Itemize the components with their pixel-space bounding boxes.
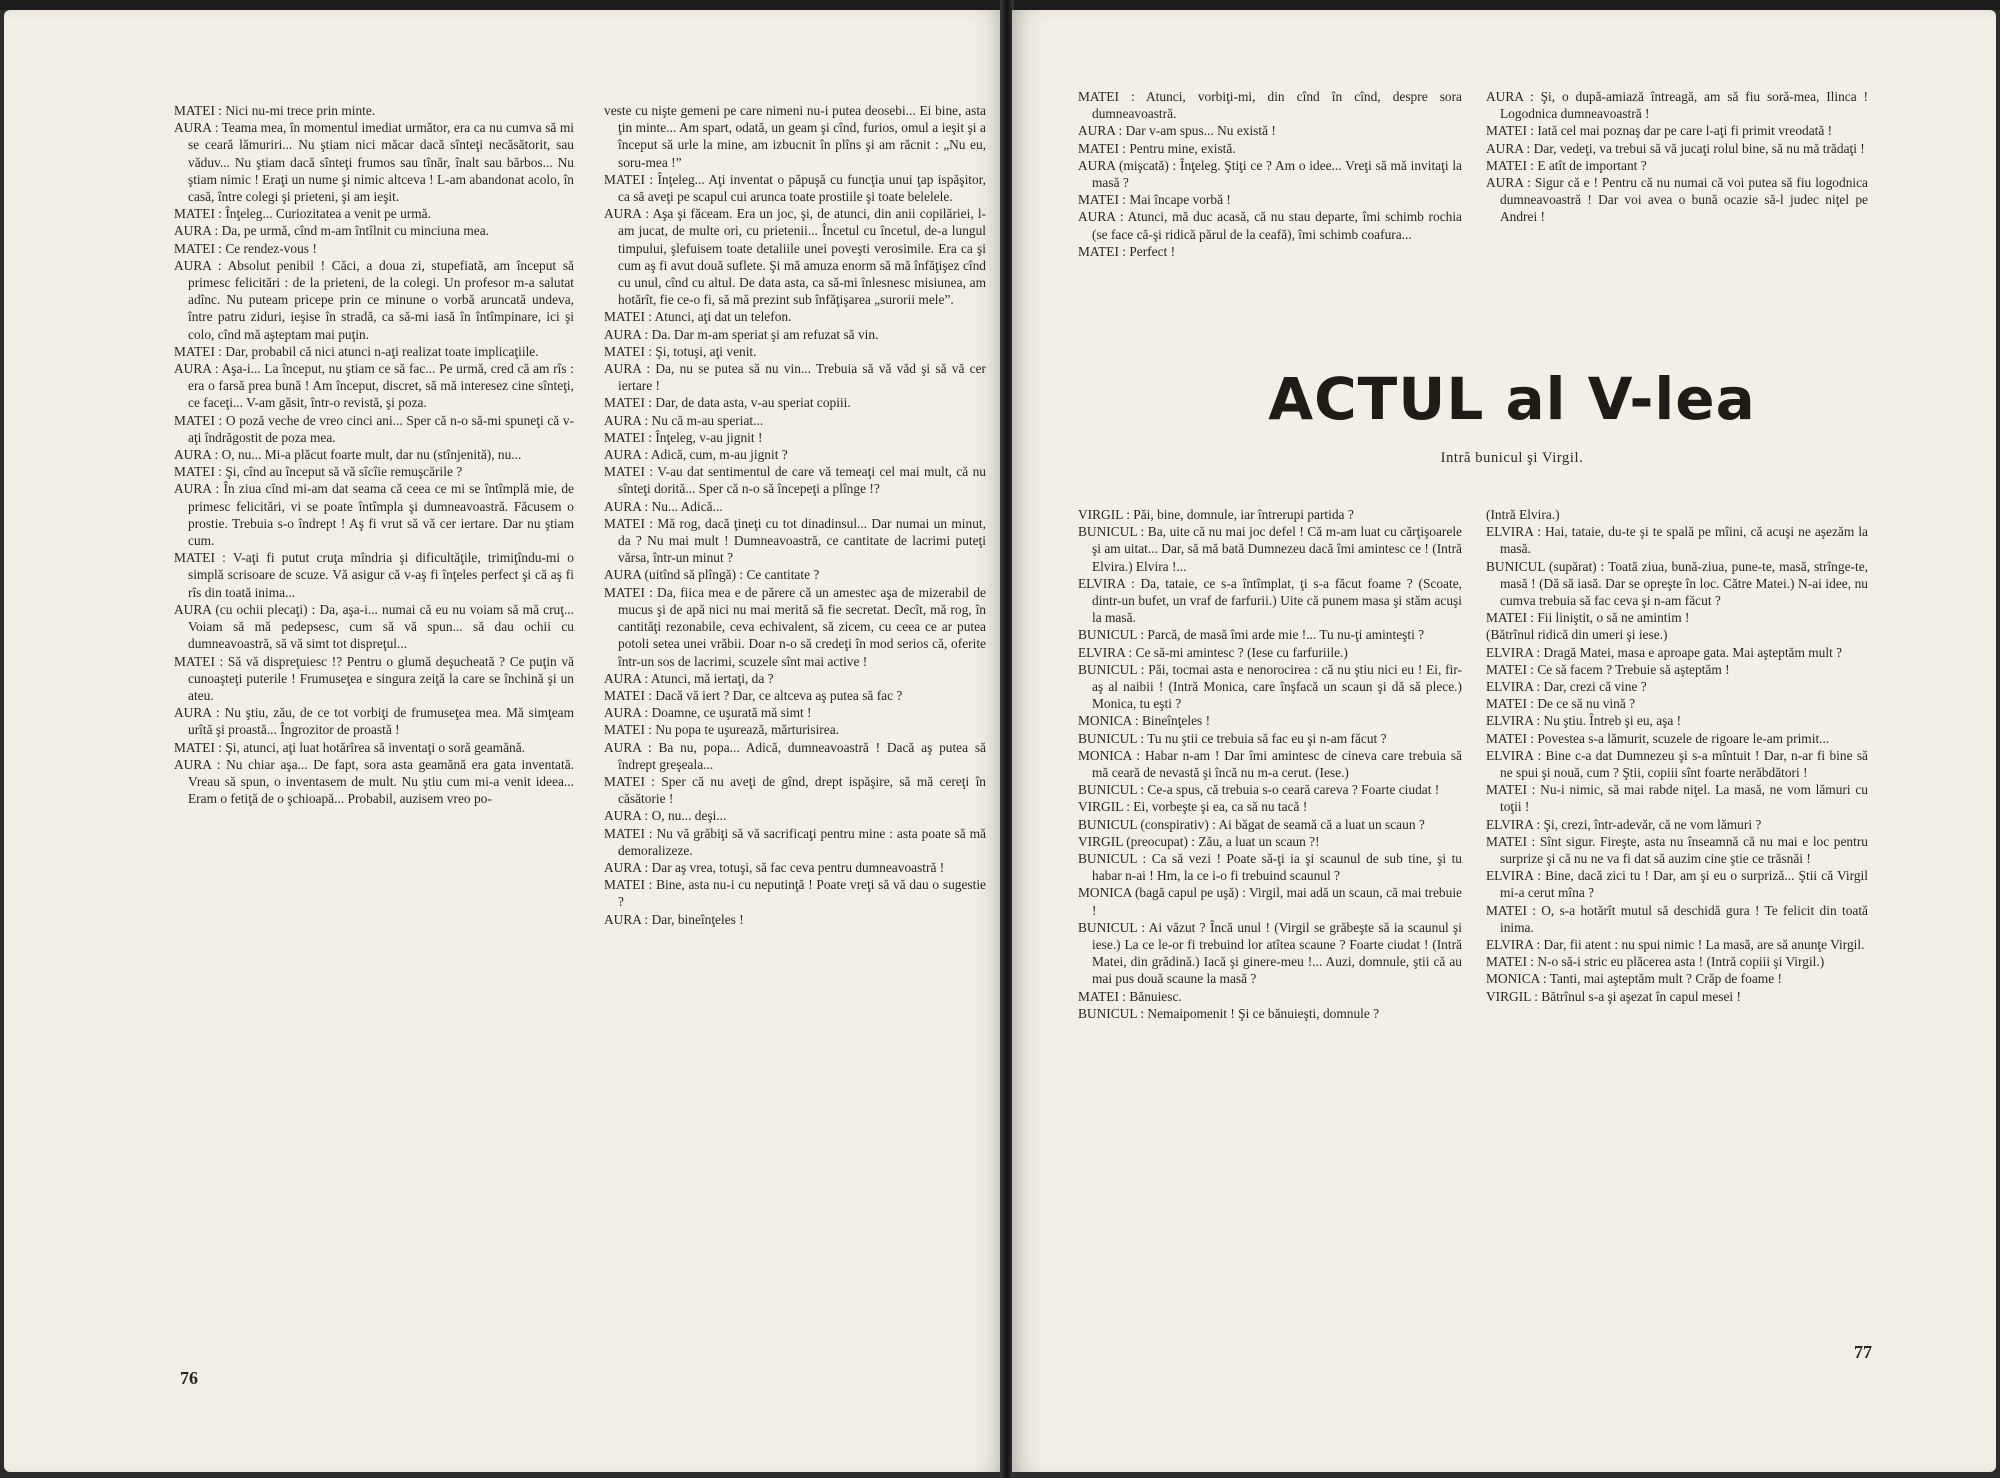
dialogue-line: MATEI : Iată cel mai poznaş dar pe care l-aţi fi primit vreodată ! xyxy=(1486,123,1833,139)
dialogue-line: MATEI : Să vă dispreţuiesc !? Pentru o glumă deşucheată ? Ce puţin vă cunoaşteţi puterile ! Frumuseţea e singura zeiţă la care se închină şi un ateu. xyxy=(174,653,574,703)
dialogue-line: AURA : Nu ştiu, zău, de ce tot vorbiţi de frumuseţea mea. Mă simţeam urîtă şi proastă... Îngrozitor de proastă ! xyxy=(174,705,574,738)
dialogue-line: MATEI : Dar, probabil că nici atunci n-aţi realizat toate implicaţiile. xyxy=(174,343,539,359)
dialogue-line: ELVIRA : Şi, crezi, într-adevăr, că ne vom lămuri ? xyxy=(1486,816,1762,832)
dialogue-line: ELVIRA : Ce să-mi amintesc ? (Iese cu farfuriile.) xyxy=(1078,644,1348,660)
dialogue-line: MATEI : Înţeleg, v-au jignit ! xyxy=(604,429,763,445)
dialogue-line: BUNICUL : Ca să vezi ! Poate să-ţi ia şi scaunul de sub tine, şi tu habar n-ai ! Hm, la ce i-o fi trebuind scaunul ? xyxy=(1078,851,1462,884)
dialogue-line: MATEI : Povestea s-a lămurit, scuzele de rigoare le-am primit... xyxy=(1486,730,1830,746)
dialogue-line: VIRGIL : Bătrînul s-a şi aşezat în capul mesei ! xyxy=(1486,988,1741,1004)
dialogue-line: MATEI : Nu vă grăbiţi să vă sacrificaţi pentru mine : asta poate să mă demoralizeze. xyxy=(604,825,986,858)
dialogue-line: MATEI : Atunci, vorbiţi-mi, din cînd în cînd, despre sora dumneavoastră. xyxy=(1078,89,1462,122)
dialogue-line: AURA : Atunci, mă iertaţi, da ? xyxy=(604,670,774,686)
dialogue-line: MATEI : Bănuiesc. xyxy=(1078,988,1182,1004)
dialogue-line: ELVIRA : Nu ştiu. Întreb şi eu, aşa ! xyxy=(1486,713,1682,729)
dialogue-line: AURA : Adică, cum, m-au jignit ? xyxy=(604,447,788,463)
dialogue-line: MATEI : Ce să facem ? Trebuie să aşteptăm ! xyxy=(1486,661,1730,677)
dialogue-line: BUNICUL : Ce-a spus, că trebuia s-o ceară careva ? Foarte ciudat ! xyxy=(1078,782,1440,798)
dialogue-line: MATEI : Înţeleg... Curiozitatea a venit pe urmă. xyxy=(174,206,431,222)
dialogue-line: AURA : Da, pe urmă, cînd m-am întîlnit cu minciuna mea. xyxy=(174,223,489,239)
dialogue-line: AURA : Dar, vedeţi, va trebui să vă jucaţi rolul bine, să nu mă trădaţi ! xyxy=(1486,140,1865,156)
dialogue-line: BUNICUL (conspirativ) : Ai băgat de seamă că a luat un scaun ? xyxy=(1078,816,1425,832)
dialogue-line: MATEI : Înţeleg... Aţi inventat o păpuşă cu funcţia unui ţap ispăşitor, ca să aveţi pe scapul cui arunca toate prostiile şi toate belelele. xyxy=(604,171,986,205)
dialogue-line: MONICA : Tanti, mai aşteptăm mult ? Crăp de foame ! xyxy=(1486,971,1782,987)
dialogue-line: AURA : Aşa şi făceam. Era un joc, şi, de atunci, din anii copilăriei, l-am jucat, de multe ori, cu prietenii... Încetul cu încetul, de-a lungul timpului, şlefuisem toate detaliile unei poveşti verosimile. Era ca şi cum aş fi avut două suflete. Şi mă amuza enorm să mă înfăţişez cînd cu unul, cînd cu altul. De data asta, ca să-mi înlesnesc misiunea, am hotărît, fie ce-o fi, să mă prezint sub înfăţişarea „surorii mele”. xyxy=(604,206,986,308)
dialogue-line: AURA : Sigur că e ! Pentru că nu numai că voi putea să fiu logodnica dumneavoastră ! Dar voi avea o bună ocazie să-l judec niţel pe Andrei ! xyxy=(1486,175,1868,225)
dialogue-line: AURA : Atunci, mă duc acasă, că nu stau departe, îmi schimb rochia (se face că-şi ridică părul de la ceafă), îmi schimb coafura... xyxy=(1078,209,1462,242)
dialogue-line: MATEI : Şi, atunci, aţi luat hotărîrea să inventaţi o soră geamănă. xyxy=(174,739,526,755)
dialogue-line: MATEI : V-aţi fi putut cruţa mîndria şi dificultăţile, trimiţîndu-mi o simplă scrisoare de scuze. Vă asigur că v-aş fi înţeles perfect şi că aş fi rîs din toată inima... xyxy=(174,550,574,600)
dialogue-line: ELVIRA : Hai, tataie, du-te şi te spală pe mîini, că acuşi ne aşezăm la masă. xyxy=(1486,524,1868,557)
left-page xyxy=(4,10,1004,1472)
dialogue-line: AURA : Nu că m-au speriat... xyxy=(604,412,764,428)
act-stage-direction: Intră bunicul şi Virgil. xyxy=(1440,450,1584,466)
dialogue-line: MONICA : Bineînţeles ! xyxy=(1078,713,1211,729)
dialogue-line: AURA : Doamne, ce uşurată mă simt ! xyxy=(604,705,812,721)
right-top-column-1 xyxy=(1078,88,1462,260)
dialogue-line: MATEI : V-au dat sentimentul de care vă temeaţi cel mai mult, că nu sînteţi dorită... Sper că n-o să începeţi a plînge !? xyxy=(604,464,986,497)
dialogue-line: AURA : Ba nu, popa... Adică, dumneavoastră ! Dacă aş putea să îndrept greşeala... xyxy=(604,739,986,772)
dialogue-line: MATEI : Atunci, aţi dat un telefon. xyxy=(604,309,792,325)
dialogue-line: AURA (cu ochii plecaţi) : Da, aşa-i... numai că eu nu voiam să mă cruţ... Voiam să mă pedepsesc, cum să vă spun... să dau ochii cu dumneavoastră, să vă simt tot dispreţul... xyxy=(174,601,574,652)
dialogue-line: MATEI : Bine, asta nu-i cu neputinţă ! Poate vreţi să vă dau o sugestie ? xyxy=(604,877,986,910)
dialogue-line: MATEI : E atît de important ? xyxy=(1486,157,1647,173)
dialogue-line: MATEI : Fii liniştit, o să ne amintim ! xyxy=(1486,610,1690,626)
dialogue-line: ELVIRA : Dar, fii atent : nu spui nimic ! La masă, are să anunţe Virgil. xyxy=(1486,937,1865,953)
dialogue-line: BUNICUL : Ai văzut ? Încă unul ! (Virgil se grăbeşte să ia scaunul şi iese.) La ce le-or fi trebuind lor atîtea scaune ? Foarte ciudat ! (Intră Matei, din grădină.) Iacă şi ginere-meu !... Auzi, domnule, ştii că au mai pus două scaune la masă ? xyxy=(1078,919,1462,987)
dialogue-line: MATEI : Şi, cînd au început să vă sîcîie remuşcările ? xyxy=(174,464,463,480)
dialogue-line: AURA : Da, nu se putea să nu vin... Trebuia să vă văd şi să vă cer iertare ! xyxy=(604,361,986,394)
dialogue-line: AURA (mişcată) : Înţeleg. Ştiţi ce ? Am o idee... Vreţi să mă invitaţi la masă ? xyxy=(1078,157,1462,191)
dialogue-line: AURA : O, nu... deşi... xyxy=(604,808,727,824)
dialogue-line: MONICA (bagă capul pe uşă) : Virgil, mai adă un scaun, că mai trebuie ! xyxy=(1078,885,1462,918)
dialogue-line: MATEI : Şi, totuşi, aţi venit. xyxy=(604,343,757,359)
dialogue-line: AURA : Teama mea, în momentul imediat următor, era ca nu cumva să mi se ceară lămuriri... Nu ştiam nici măcar dacă sînteţi necăsătorit, sau văduv... Nu ştiam dacă sînteţi frumos sau tînăr, înalt sau bărbos... Nu ştiam nimic ! Eraţi un nume şi nimic altceva ! L-am abandonat acolo, în casă, între colegi şi prieteni, şi am ieşit. xyxy=(174,120,574,205)
dialogue-line: MATEI : Sînt sigur. Fireşte, asta nu înseamnă că nu mai e loc pentru surprize şi că nu ne va fi dat să auzim cine ştie ce trăsnăi ! xyxy=(1486,833,1868,867)
dialogue-line: MATEI : O, s-a hotărît mutul să deschidă gura ! Te felicit din toată inima. xyxy=(1486,902,1868,935)
right-column-1 xyxy=(1078,506,1462,1022)
dialogue-line: MATEI : Mai încape vorbă ! xyxy=(1078,192,1231,208)
dialogue-line: ELVIRA : Da, tataie, ce s-a întîmplat, ţi s-a făcut foame ? (Scoate, dintr-un bufet, un vraf de farfurii.) Uite că punem masa şi stăm acuşi la masă. xyxy=(1078,575,1462,626)
dialogue-line: (Bătrînul ridică din umeri şi iese.) xyxy=(1486,627,1668,643)
dialogue-line: ELVIRA : Bine c-a dat Dumnezeu şi s-a mîntuit ! Dar, n-ar fi bine să ne spui şi nouă, cum ? Ştii, copiii sînt foarte nerăbdători ! xyxy=(1486,747,1868,781)
dialogue-line: BUNICUL : Nemaipomenit ! Şi ce bănuieşti, domnule ? xyxy=(1078,1005,1380,1021)
dialogue-line: AURA : Nu chiar aşa... De fapt, sora asta geamănă era gata inventată. Vreau să spun, o inventasem de mult. Nu ştiu cum mi-a venit ideea... Eram o fetiţă de o şchioapă... Probabil, auzisem vreo po- xyxy=(174,756,574,807)
dialogue-line: AURA : Dar v-am spus... Nu există ! xyxy=(1078,123,1276,139)
dialogue-line: ELVIRA : Dragă Matei, masa e aproape gata. Mai aşteptăm mult ? xyxy=(1486,644,1843,660)
dialogue-line: ELVIRA : Dar, crezi că vine ? xyxy=(1486,679,1647,695)
left-column-1 xyxy=(174,102,574,807)
dialogue-line: VIRGIL : Păi, bine, domnule, iar întrerupi partida ? xyxy=(1078,507,1354,522)
dialogue-line: MATEI : De ce să nu vină ? xyxy=(1486,696,1636,712)
dialogue-line: MATEI : Da, fiica mea e de părere că un amestec aşa de mizerabil de mucus şi de apă nici nu mai merită să fie secretat. Decît, mă rog, în cantităţi rezonabile, ceva echivalent, să zicem, cu ceea ce ar putea potoli setea unei vrăbii. Doar n-o să credeţi în mod serios că, oferite într-un sos de lacrimi, scuzele sînt mai active ! xyxy=(604,584,986,669)
dialogue-line: AURA : Dar, bineînţeles ! xyxy=(604,911,744,927)
dialogue-line: AURA : Nu... Adică... xyxy=(604,498,723,514)
dialogue-line: MATEI : Ce rendez-vous ! xyxy=(174,240,317,256)
dialogue-line: BUNICUL : Parcă, de masă îmi arde mie !... Tu nu-ţi aminteşti ? xyxy=(1078,627,1425,643)
right-column-2 xyxy=(1486,506,1868,1005)
dialogue-line: AURA : Şi, o după-amiază întreagă, am să fiu soră-mea, Ilinca ! Logodnica dumneavoastră ! xyxy=(1486,89,1868,122)
dialogue-line: AURA : Dar aş vrea, totuşi, să fac ceva pentru dumneavoastră ! xyxy=(604,859,945,875)
dialogue-line: VIRGIL : Ei, vorbeşte şi ea, ca să nu tacă ! xyxy=(1078,799,1308,815)
right-top-column-2 xyxy=(1486,88,1868,226)
dialogue-line: AURA (uitînd să plîngă) : Ce cantitate ? xyxy=(604,567,820,583)
dialogue-line: (Intră Elvira.) xyxy=(1486,507,1560,522)
page-number-left: 76 xyxy=(180,1368,198,1388)
act-heading: ACTUL al V-lea xyxy=(1268,365,1756,433)
dialogue-line: ELVIRA : Bine, dacă zici tu ! Dar, am şi eu o surpriză... Ştii că Virgil mi-a cerut mîna ? xyxy=(1486,868,1868,901)
dialogue-line: MATEI : Perfect ! xyxy=(1078,243,1176,259)
page-number-right: 77 xyxy=(1854,1342,1872,1362)
dialogue-line: BUNICUL : Ba, uite că nu mai joc defel ! Că m-am luat cu cărţişoarele şi am uitat... Dar, să mă bată Dumnezeu dacă îmi amintesc ce ! (Intră Elvira.) Elvira !... xyxy=(1078,524,1462,574)
dialogue-line: BUNICUL : Păi, tocmai asta e nenorocirea : că nu ştiu nici eu ! Ei, fir-aş al naibii ! (Intră Monica, care înşfacă un scaun şi dă să plece.) Monica, tu eşti ? xyxy=(1078,661,1462,712)
dialogue-line: AURA : Absolut penibil ! Căci, a doua zi, stupefiată, am început să primesc felicitări : de la prieteni, de la colegi. Un profesor m-a salutat adînc. Nu puteam pricepe prin ce minune o vorbă aruncată undeva, între patru ziduri, ieşise în stradă, ca să-mi iasă în întîmpinare, ici şi colo, cînd mă aşteptam mai puţin. xyxy=(174,257,574,342)
dialogue-line: MATEI : Pentru mine, există. xyxy=(1078,140,1236,156)
dialogue-line: AURA : Aşa-i... La început, nu ştiam ce să fac... Pe urmă, cred că am rîs : era o farsă prea bună ! Am început, discret, să mă interesez cine sînteţi, ce faceţi... V-am găsit, într-o revistă, şi poza. xyxy=(174,361,574,411)
dialogue-line: MATEI : Dacă vă iert ? Dar, ce altceva aş putea să fac ? xyxy=(604,687,903,703)
dialogue-line: MONICA : Habar n-am ! Dar îmi amintesc de cineva care trebuia să mă ceară de nevastă şi încă nu m-a cerut. (Iese.) xyxy=(1078,747,1462,781)
dialogue-line: MATEI : Mă rog, dacă ţineţi cu tot dinadinsul... Dar numai un minut, da ? Nu mai mult ! Dumneavoastră, ce cantitate de lacrimi puteţi vărsa, într-un minut ? xyxy=(604,515,986,566)
dialogue-line: veste cu nişte gemeni pe care nimeni nu-i putea deosebi... Ei bine, asta ţin minte... Am spart, odată, un geam şi cînd, furios, omul a ieşit şi a început să urle la mine, am izbucnit în plîns şi am răcnit : „Nu eu, soru-mea !” xyxy=(604,103,986,170)
dialogue-line: BUNICUL : Tu nu ştii ce trebuia să fac eu şi n-am făcut ? xyxy=(1078,730,1387,746)
dialogue-line: BUNICUL (supărat) : Toată ziua, bună-ziua, pune-te, masă, strînge-te, masă ! (Dă să iasă. Dar se opreşte în loc. Către Matei.) N-ai idee, nu cumva trebuia să fac ceva şi n-am făcut ? xyxy=(1486,558,1868,609)
dialogue-line: MATEI : Nu-i nimic, să mai rabde niţel. La masă, ne vom lămuri cu toţii ! xyxy=(1486,782,1868,815)
dialogue-line: MATEI : O poză veche de vreo cinci ani... Sper că n-o să-mi spuneţi că v-aţi îndrăgostit de poza mea. xyxy=(174,412,574,445)
right-page xyxy=(1012,10,1996,1472)
dialogue-line: MATEI : Dar, de data asta, v-au speriat copiii. xyxy=(604,395,851,411)
dialogue-line: VIRGIL (preocupat) : Zău, a luat un scaun ?! xyxy=(1078,833,1320,849)
dialogue-line: MATEI : N-o să-i stric eu plăcerea asta ! (Intră copiii şi Virgil.) xyxy=(1486,954,1825,970)
dialogue-line: AURA : Da. Dar m-am speriat şi am refuzat să vin. xyxy=(604,326,879,342)
left-column-2 xyxy=(604,102,986,928)
dialogue-line: AURA : În ziua cînd mi-am dat seama că ceea ce mi se întîmplă mie, de primesc felicitări, vi se poate întîmpla şi dumneavoastră. Făcusem o prostie. Trebuia s-o îndrept ! Aş fi vrut să vă cer iertare. Dar nu ştiam cum. xyxy=(174,481,574,549)
dialogue-line: MATEI : Nu popa te uşurează, mărturisirea. xyxy=(604,722,839,738)
dialogue-line: AURA : O, nu... Mi-a plăcut foarte mult, dar nu (stînjenită), nu... xyxy=(174,447,522,463)
dialogue-line: MATEI : Sper că nu aveţi de gînd, drept ispăşire, să mă cereţi în căsătorie ! xyxy=(604,773,986,807)
dialogue-line: MATEI : Nici nu-mi trece prin minte. xyxy=(174,103,376,118)
